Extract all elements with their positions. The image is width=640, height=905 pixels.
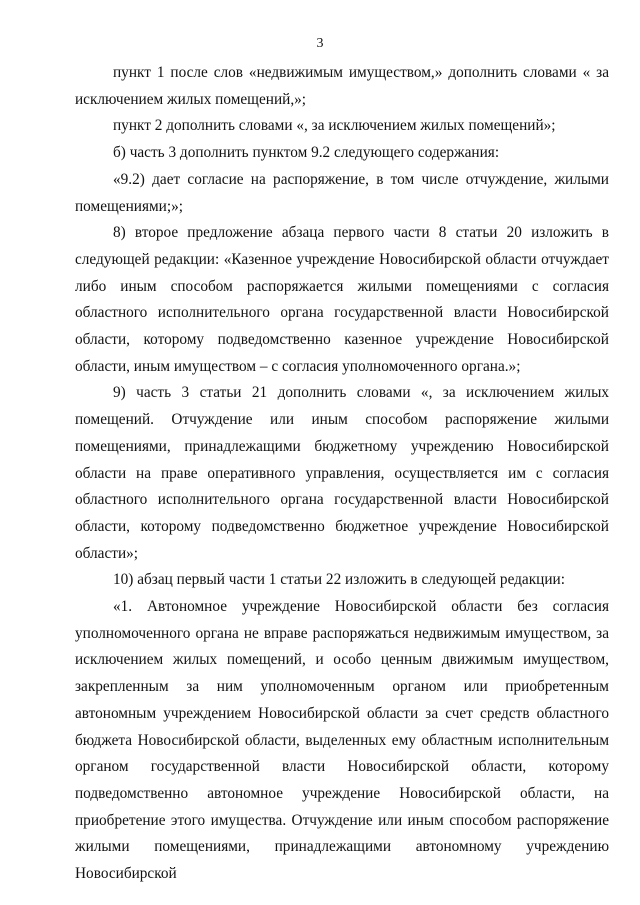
paragraph-punkt-2: пункт 2 дополнить словами «, за исключением жилых помещений»; [113, 117, 556, 135]
page-number: 3 [316, 36, 324, 51]
paragraph-b-chast-3: б) часть 3 дополнить пунктом 9.2 следующего содержания: [113, 144, 500, 162]
paragraph-item-8: 8) второе предложение абзаца первого части 8 статьи 20 изложить в следующей редакции: «Казенное учреждение Новосибирской области отчуждает либо иным способом распоряжается жилыми помещениями с согласия областного исполнительного органа государственной власти Новосибирской области, которому подведомственно казенное учреждение Новосибирской области, иным имуществом – с согласия уполномоченного органа.»; [75, 224, 609, 375]
paragraph-item-10: 10) абзац первый части 1 статьи 22 изложить в следующей редакции: [113, 571, 565, 589]
document-body [75, 60, 609, 888]
paragraph-item-9: 9) часть 3 статьи 21 дополнить словами «, за исключением жилых помещений. Отчуждение или иным способом распоряжение жилыми помещениями, принадлежащими бюджетному учреждению Новосибирской области на праве оперативного управления, осуществляется им с согласия областного исполнительного органа государственной власти Новосибирской области, которому подведомственно бюджетное учреждение Новосибирской области»; [75, 384, 609, 562]
paragraph-punkt-1: пункт 1 после слов «недвижимым имуществом,» дополнить словами « за исключением жилых помещений,»; [75, 64, 609, 108]
paragraph-9-2: «9.2) дает согласие на распоряжение, в том числе отчуждение, жилыми помещениями;»; [75, 170, 609, 215]
paragraph-quote-1: «1. Автономное учреждение Новосибирской области без согласия уполномоченного органа не вправе распоряжаться недвижимым имуществом, за исключением жилых помещений, и особо ценным движимым имуществом, закрепленным за ним уполномоченным органом или приобретенным автономным учреждением Новосибирской области за счет средств областного бюджета Новосибирской области, выделенных ему областным исполнительным органом государственной власти Новосибирской области, которому подведомственно автономное учреждение Новосибирской области, на приобретение этого имущества. Отчуждение или иным способом распоряжение жилыми помещениями, принадлежащими автономному учреждению Новосибирской [75, 598, 609, 883]
